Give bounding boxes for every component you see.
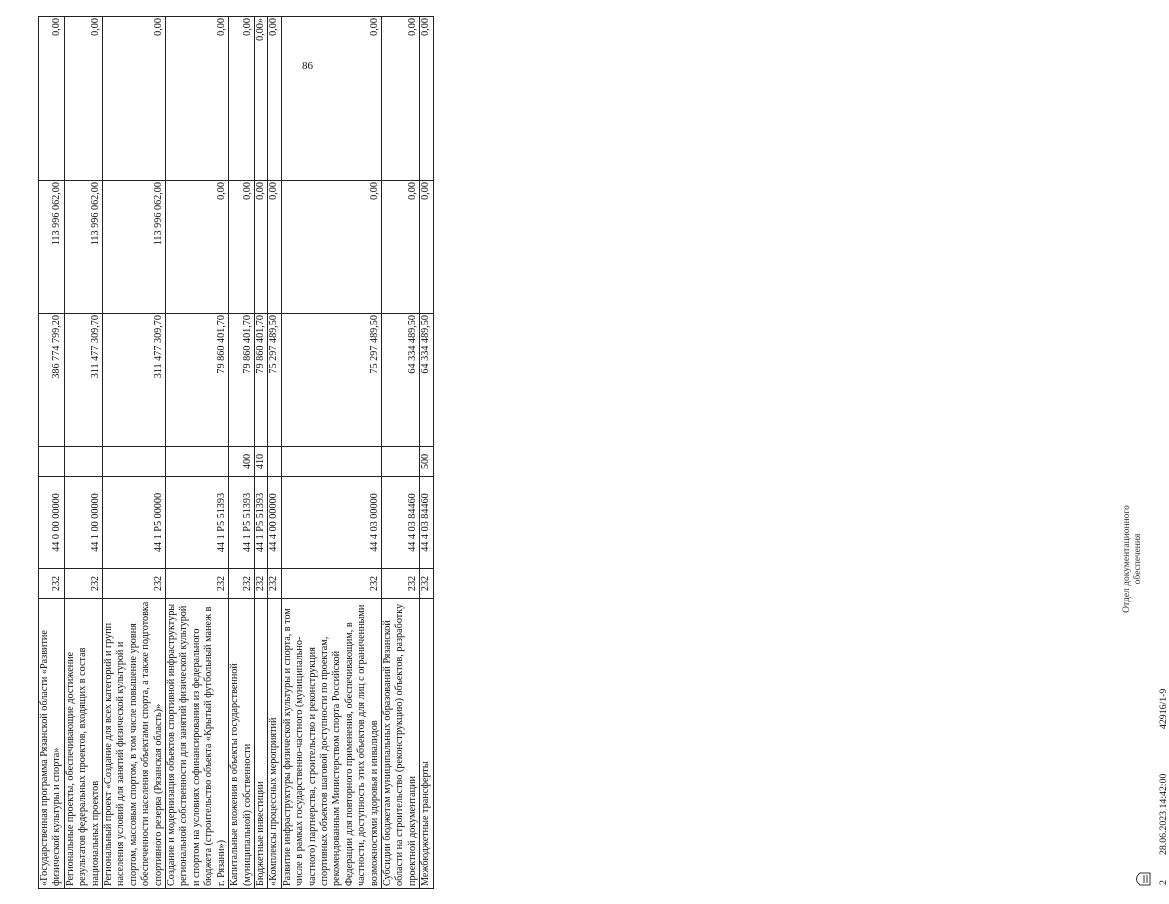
row-code: 232 — [254, 569, 267, 599]
stamp-line-2: обеспечения — [1133, 533, 1143, 585]
row-sum-2: 113 996 062,00 — [64, 181, 102, 314]
row-name: Капитальные вложения в объекты государственной (муниципальной) собственности — [229, 599, 255, 889]
row-sum-2: 0,00 — [381, 181, 419, 314]
budget-table — [38, 16, 434, 889]
department-stamp — [1122, 489, 1144, 629]
row-sum-1: 311 477 309,70 — [64, 314, 102, 447]
row-name: «Государственная программа Рязанской области «Развитие физической культуры и спорта» — [39, 599, 65, 889]
table-row — [64, 17, 102, 889]
table-row — [268, 17, 281, 889]
row-sum-1: 79 860 401,70 — [229, 314, 255, 447]
row-sum-3: 0,00 — [229, 17, 255, 181]
row-csr: 44 4 03 00000 — [281, 477, 381, 569]
row-sum-2: 113 996 062,00 — [103, 181, 166, 314]
row-vr — [281, 447, 381, 477]
row-vr — [268, 447, 281, 477]
row-sum-1: 64 334 489,50 — [381, 314, 419, 447]
row-name: Развитие инфраструктуры физической культуры и спорта, в том числе в рамках государственно-частного (муниципально-частного) партнерства, строительство и реконструкция спортивных объектов шаговой доступности по проектам, рекомендованным Министерством спорта Российской Федерации для повторного применения, обеспечивающим, в частности, доступность этих объектов для лиц с ограниченными возможностями здоровья и инвалидов — [281, 599, 381, 889]
row-code: 232 — [281, 569, 381, 599]
table-row — [281, 17, 381, 889]
table-row — [420, 17, 433, 889]
table-row — [39, 17, 65, 889]
table-row — [381, 17, 419, 889]
row-sum-2: 0,00 — [420, 181, 433, 314]
row-sum-1: 75 297 489,50 — [268, 314, 281, 447]
row-sum-3: 0,00 — [39, 17, 65, 181]
stamp-line-1: Отдел документационного — [1122, 505, 1132, 613]
footer-mark: 2 — [1158, 880, 1169, 885]
row-csr: 44 4 00 00000 — [268, 477, 281, 569]
row-sum-2: 0,00 — [281, 181, 381, 314]
rotated-page-content — [16, 17, 1169, 889]
row-sum-3: 0,00 — [103, 17, 166, 181]
row-vr — [64, 447, 102, 477]
row-csr: 44 1 00 00000 — [64, 477, 102, 569]
row-sum-3: 0,00 — [64, 17, 102, 181]
footer-timestamp: 28.06.2023 14:42:00 — [1158, 773, 1169, 855]
row-sum-2: 0,00 — [166, 181, 229, 314]
row-vr: 500 — [420, 447, 433, 477]
row-name: «Комплексы процессных мероприятий — [268, 599, 281, 889]
row-code: 232 — [381, 569, 419, 599]
table-row — [166, 17, 229, 889]
row-sum-3: 0,00 — [420, 17, 433, 181]
row-csr: 44 1 P5 51393 — [166, 477, 229, 569]
footer-doc-number: 42916/1-9 — [1158, 688, 1169, 729]
emblem-icon — [1132, 871, 1152, 887]
row-code: 232 — [268, 569, 281, 599]
row-sum-3: 0,00» — [254, 17, 267, 181]
row-sum-1: 75 297 489,50 — [281, 314, 381, 447]
row-sum-1: 79 860 401,70 — [254, 314, 267, 447]
row-sum-2: 0,00 — [254, 181, 267, 314]
row-vr — [381, 447, 419, 477]
row-sum-3: 0,00 — [281, 17, 381, 181]
row-name: Региональные проекты, обеспечивающие достижение результатов федеральных проектов, входящих в состав национальных проектов — [64, 599, 102, 889]
row-name: Бюджетные инвестиции — [254, 599, 267, 889]
row-sum-3: 0,00 — [268, 17, 281, 181]
row-csr: 44 1 P5 00000 — [103, 477, 166, 569]
row-csr: 44 0 00 00000 — [39, 477, 65, 569]
row-vr — [103, 447, 166, 477]
row-code: 232 — [229, 569, 255, 599]
table-row — [103, 17, 166, 889]
row-sum-3: 0,00 — [166, 17, 229, 181]
row-vr — [166, 447, 229, 477]
row-code: 232 — [103, 569, 166, 599]
row-name: Субсидии бюджетам муниципальных образований Рязанской области на строительство (реконструкцию) объектов, разработку проектной документации — [381, 599, 419, 889]
row-sum-3: 0,00 — [381, 17, 419, 181]
row-csr: 44 1 P5 51393 — [229, 477, 255, 569]
row-vr: 400 — [229, 447, 255, 477]
row-code: 232 — [166, 569, 229, 599]
budget-table-body — [39, 17, 434, 889]
page-number: 86 — [302, 60, 313, 72]
document-footer — [566, 17, 1169, 889]
row-sum-1: 64 334 489,50 — [420, 314, 433, 447]
row-sum-2: 0,00 — [229, 181, 255, 314]
row-vr: 410 — [254, 447, 267, 477]
row-name: Создание и модернизация объектов спортивной инфраструктуры региональной собственности для занятий физической культурой и спортом на условиях софинансирования из федерального бюджета (строительство объекта «Крытый футбольный манеж в г. Рязани») — [166, 599, 229, 889]
row-sum-2: 0,00 — [268, 181, 281, 314]
row-csr: 44 1 P5 51393 — [254, 477, 267, 569]
row-name: Региональный проект «Создание для всех категорий и групп населения условий для занятий физической культурой и спортом, массовым спортом, в том числе повышение уровня обеспеченности населения объектами спорта, а также подготовка спортивного резерва (Рязанская область)» — [103, 599, 166, 889]
row-name: Межбюджетные трансферты — [420, 599, 433, 889]
row-code: 232 — [420, 569, 433, 599]
row-sum-1: 79 860 401,70 — [166, 314, 229, 447]
row-vr — [39, 447, 65, 477]
row-sum-1: 386 774 799,20 — [39, 314, 65, 447]
row-sum-2: 113 996 062,00 — [39, 181, 65, 314]
table-row — [229, 17, 255, 889]
row-code: 232 — [39, 569, 65, 599]
row-sum-1: 311 477 309,70 — [103, 314, 166, 447]
table-row — [254, 17, 267, 889]
row-csr: 44 4 03 84460 — [420, 477, 433, 569]
row-code: 232 — [64, 569, 102, 599]
row-csr: 44 4 03 84460 — [381, 477, 419, 569]
